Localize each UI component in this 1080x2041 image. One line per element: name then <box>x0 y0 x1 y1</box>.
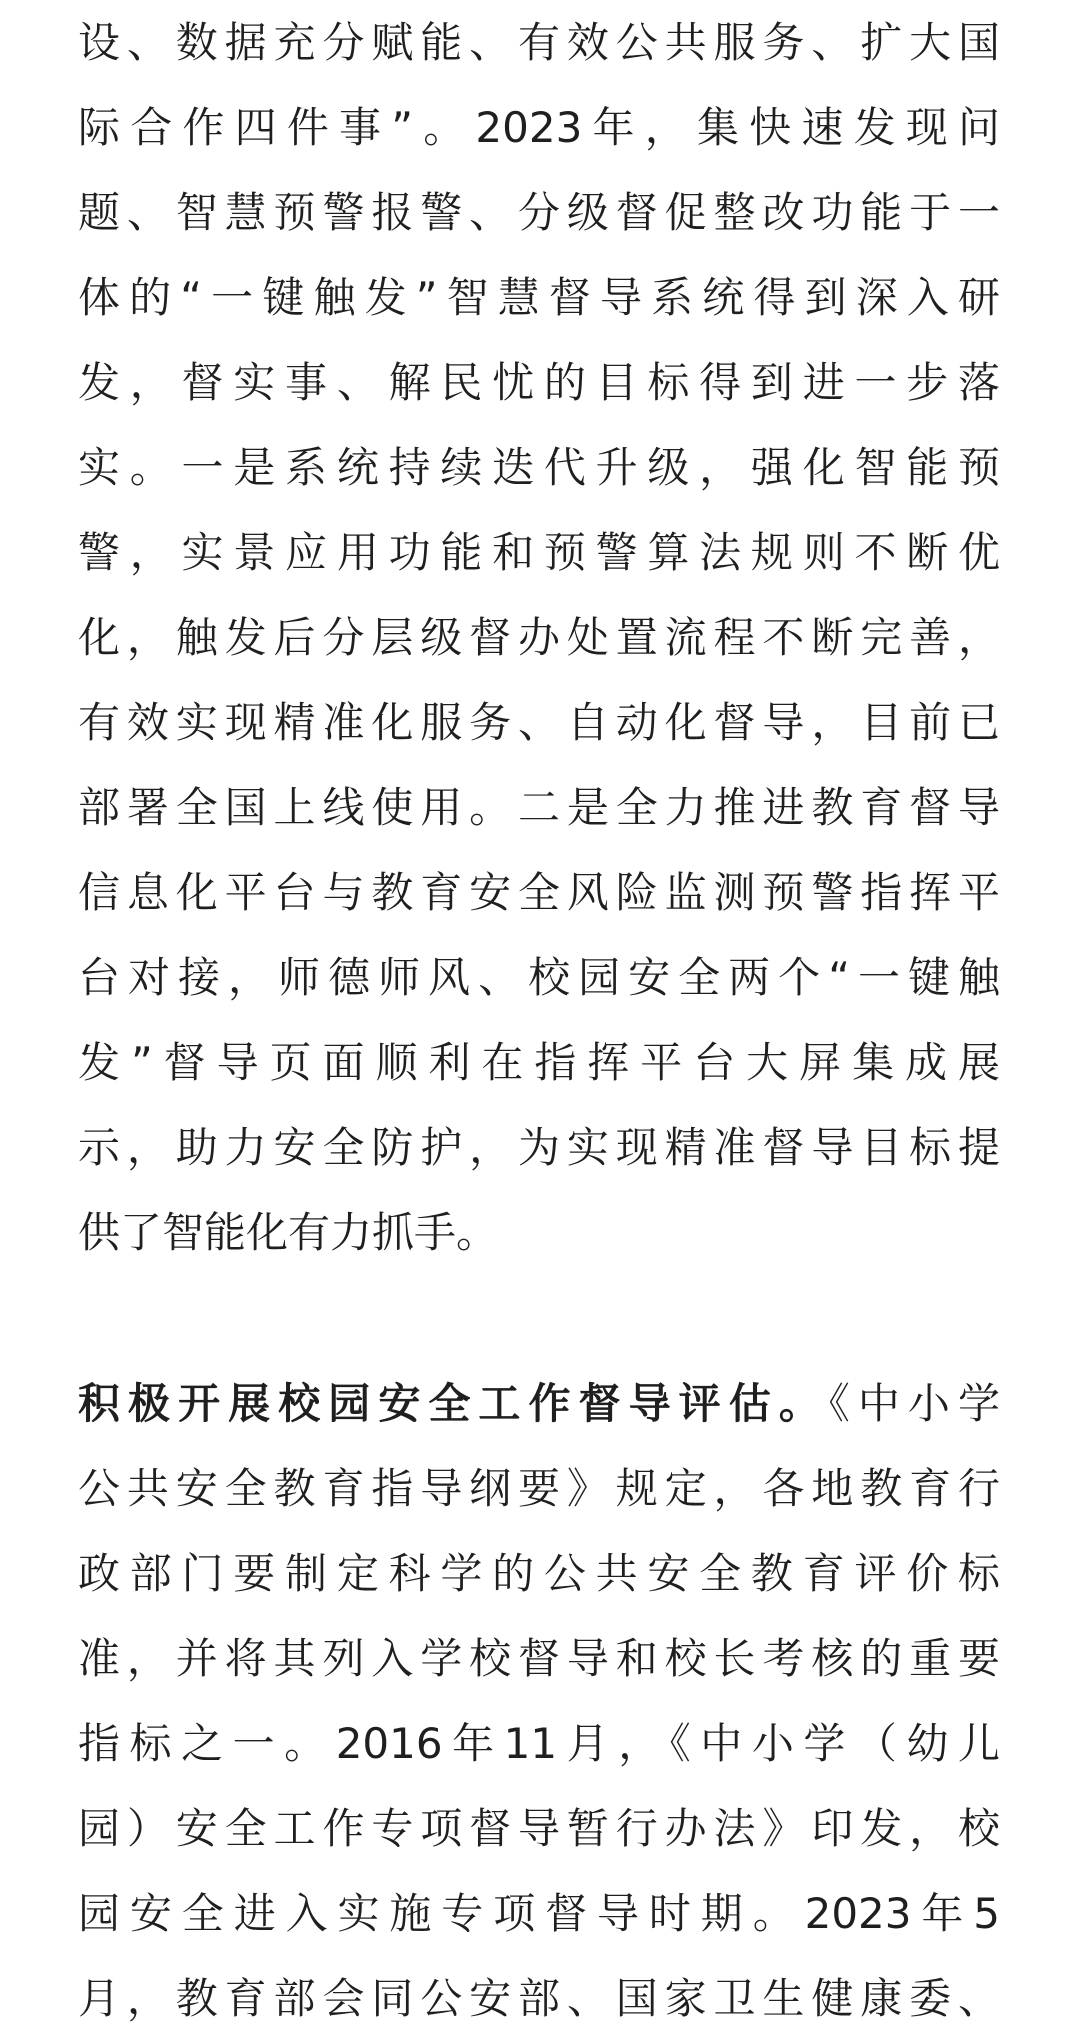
article-body <box>78 0 1000 2041</box>
text-line: 供了智能化有力抓手。 <box>78 1208 499 1257</box>
text-line: 设、数据充分赋能、有效公共服务、扩大国 <box>78 18 1000 67</box>
paragraph-lead-continuation: 《中小学 <box>828 1379 1000 1428</box>
text-line: 题、智慧预警报警、分级督促整改功能于一 <box>78 188 1000 237</box>
text-line: 公共安全教育指导纲要》规定，各地教育行 <box>78 1464 1000 1513</box>
paragraph-lead-heading: 积极开展校园安全工作督导评估。 <box>78 1379 829 1428</box>
text-line: 实。一是系统持续迭代升级，强化智能预 <box>78 443 1000 492</box>
text-line: 信息化平台与教育安全风险监测预警指挥平 <box>78 868 1000 917</box>
text-line: 月，教育部会同公安部、国家卫生健康委、 <box>78 1974 1000 2023</box>
text-line: 园安全进入实施专项督导时期。2023年5 <box>78 1889 1000 1938</box>
text-line: 示，助力安全防护，为实现精准督导目标提 <box>78 1123 1000 1172</box>
text-line: 警，实景应用功能和预警算法规则不断优 <box>78 528 1000 577</box>
text-line: 发，督实事、解民忧的目标得到进一步落 <box>78 358 1000 407</box>
text-line: 指标之一。2016年11月，《中小学（幼儿 <box>78 1719 1000 1768</box>
text-line: 有效实现精准化服务、自动化督导，目前已 <box>78 698 1000 747</box>
paragraph-campus-safety <box>78 1361 1000 2041</box>
text-line: 体的“一键触发”智慧督导系统得到深入研 <box>78 273 1000 322</box>
text-line: 际合作四件事”。2023年，集快速发现问 <box>78 103 1000 152</box>
text-line: 发”督导页面顺利在指挥平台大屏集成展 <box>78 1038 1000 1087</box>
paragraph-smart-supervision <box>78 0 1000 1275</box>
text-line: 化，触发后分层级督办处置流程不断完善， <box>78 613 1000 662</box>
text-line: 台对接，师德师风、校园安全两个“一键触 <box>78 953 1000 1002</box>
text-line: 政部门要制定科学的公共安全教育评价标 <box>78 1549 1000 1598</box>
text-line: 园）安全工作专项督导暂行办法》印发，校 <box>78 1804 1000 1853</box>
text-line-with-lead <box>78 1361 1000 1446</box>
text-line: 部署全国上线使用。二是全力推进教育督导 <box>78 783 1000 832</box>
text-line: 准，并将其列入学校督导和校长考核的重要 <box>78 1634 1000 1683</box>
